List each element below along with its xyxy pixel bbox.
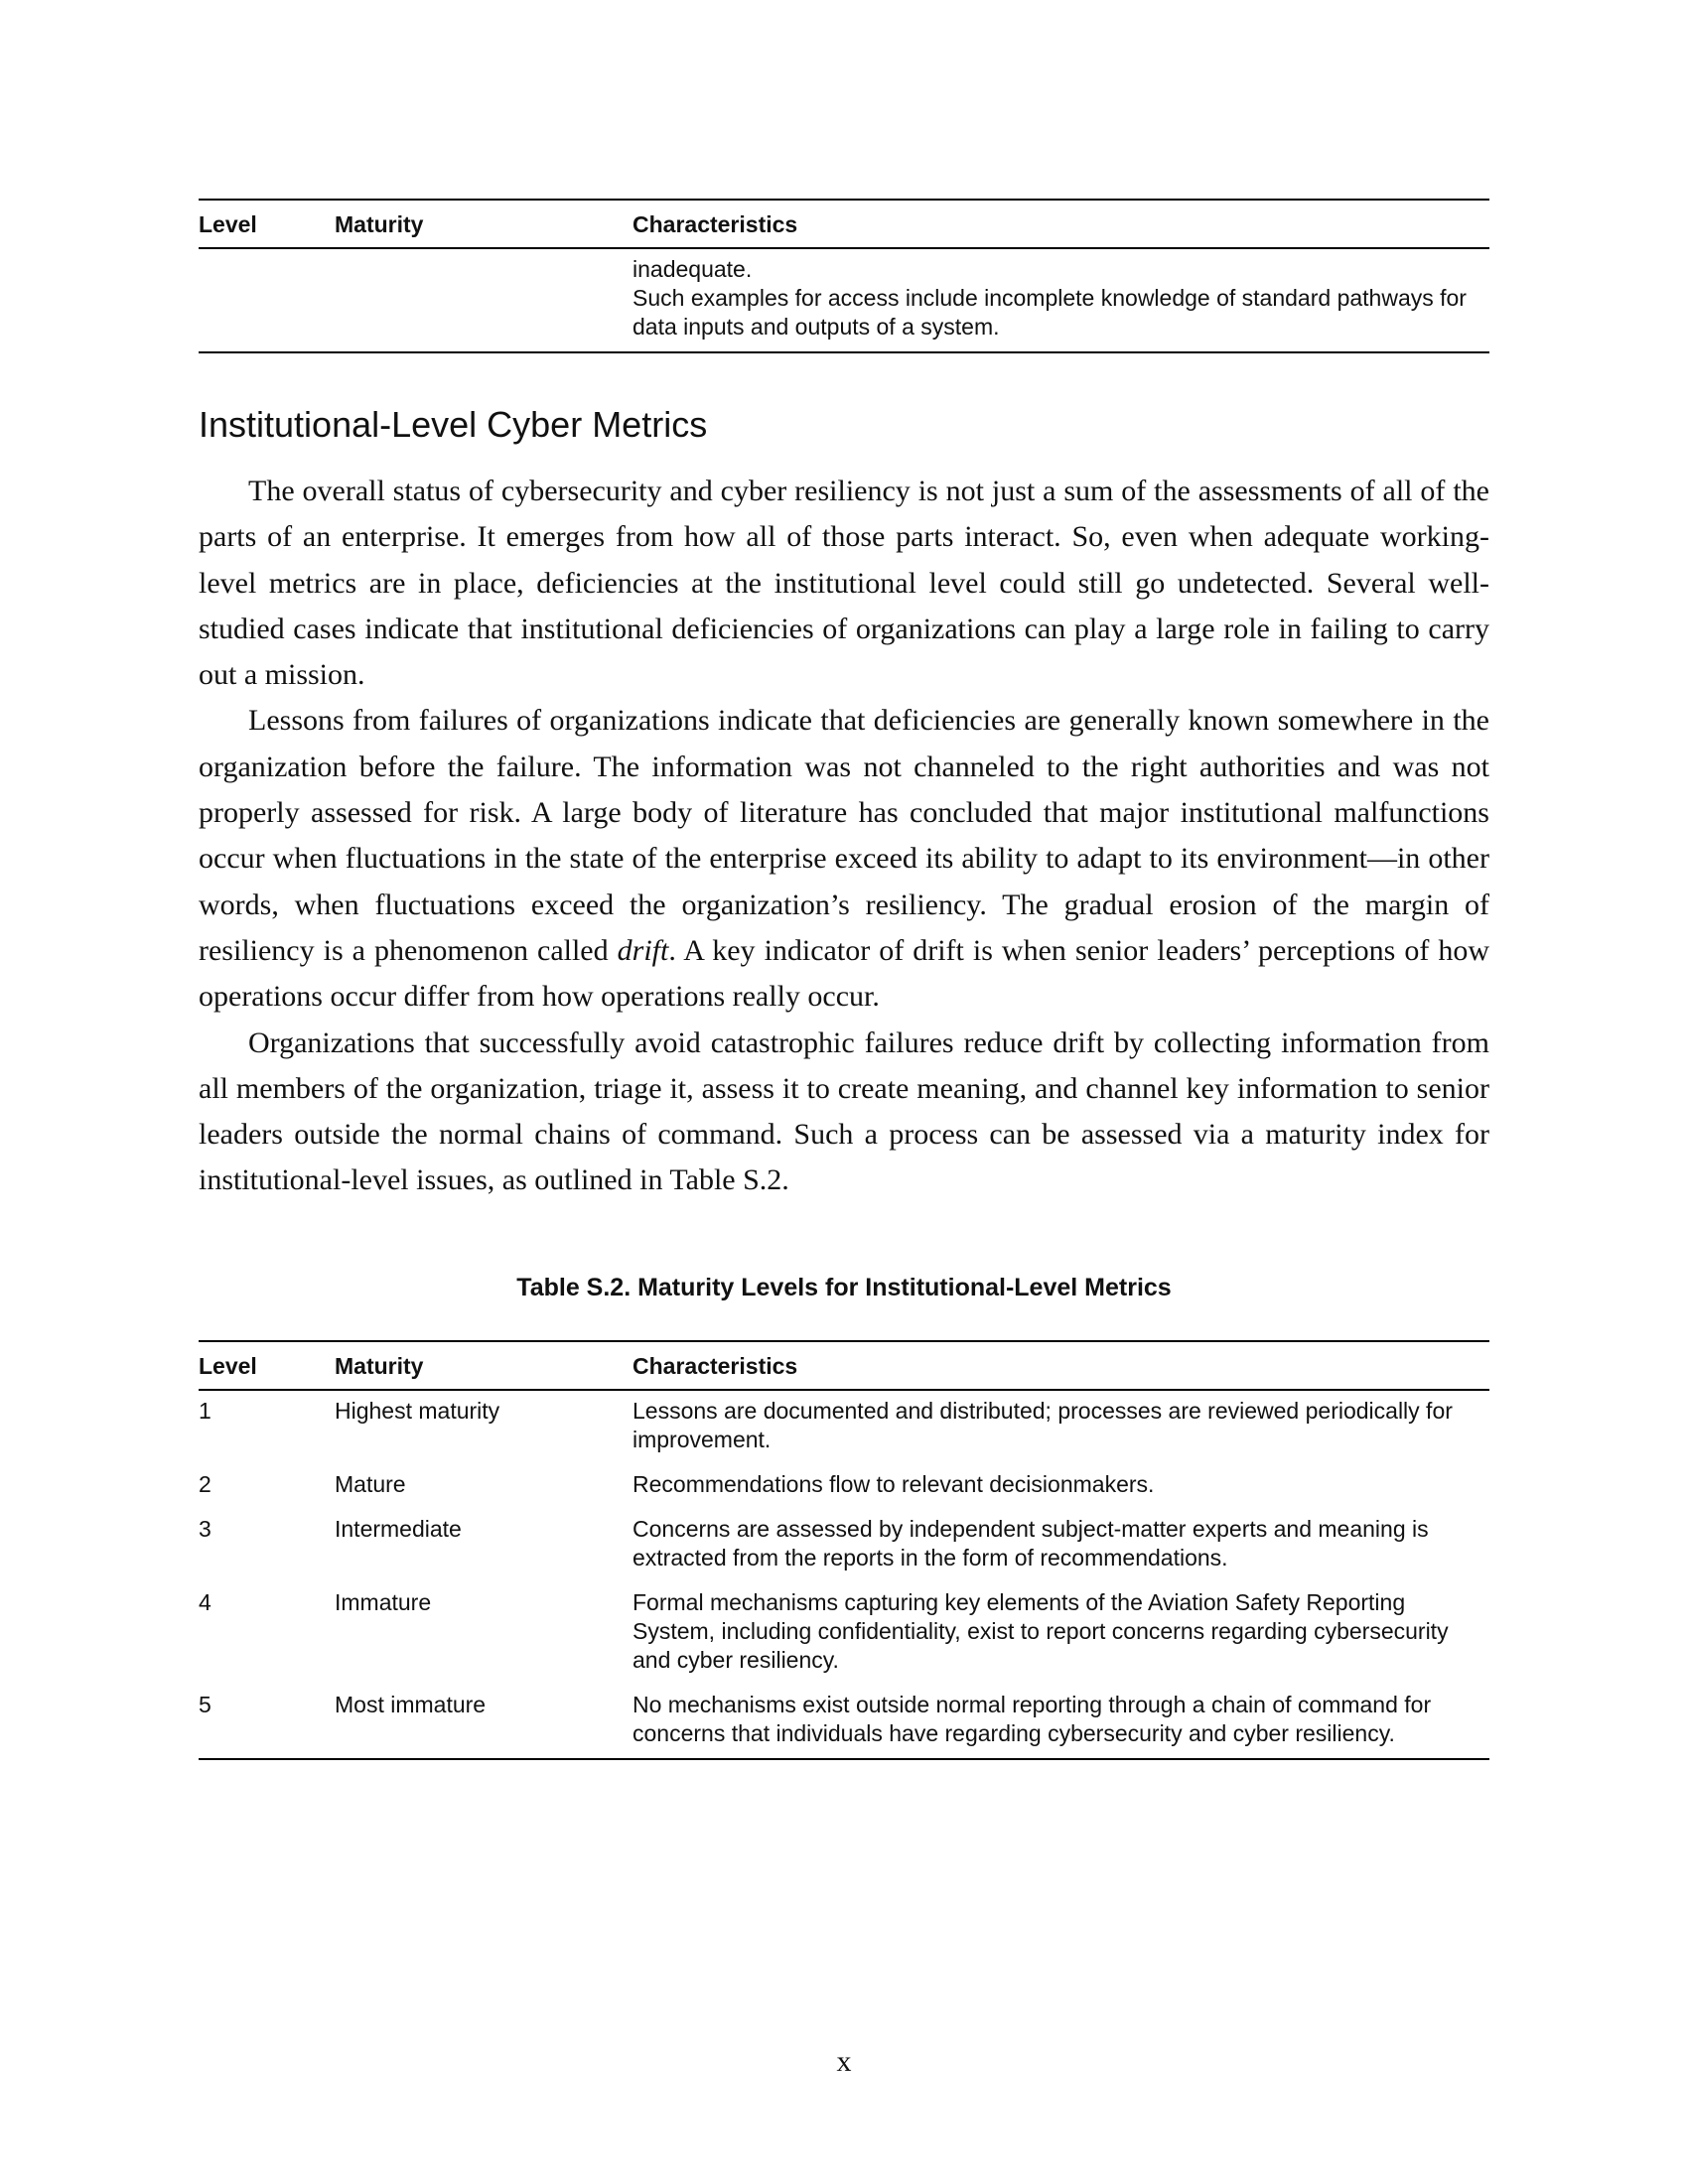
cell-characteristics	[633, 248, 1489, 352]
cell-characteristics: Recommendations flow to relevant decisionmakers.	[633, 1470, 1155, 1497]
table-row	[199, 1390, 1489, 1464]
cell-characteristics: Lessons are documented and distributed; processes are reviewed periodically for improvement.	[633, 1397, 1453, 1452]
header-level: Level	[199, 1341, 335, 1390]
cell-maturity	[335, 248, 633, 352]
cell-level	[199, 248, 335, 352]
cell-level: 2	[199, 1470, 211, 1497]
paragraph-2	[199, 698, 1489, 1020]
header-maturity: Maturity	[335, 1341, 633, 1390]
table-caption: Table S.2. Maturity Levels for Institutional-Level Metrics	[516, 1273, 1172, 1301]
cell-maturity: Most immature	[335, 1685, 633, 1759]
cell-level: 1	[199, 1397, 211, 1424]
drift-term: drift	[617, 933, 669, 967]
page-content	[199, 199, 1489, 1760]
cell-maturity: Immature	[335, 1588, 432, 1615]
cell-characteristics: Concerns are assessed by independent subject-matter experts and meaning is extracted from the reports in the form of recommendations.	[633, 1515, 1429, 1570]
cell-maturity: Intermediate	[335, 1515, 462, 1542]
paragraph-2-text-end: . A key indicator of drift is when senior leaders’ perceptions of how operations occur differ from how operations really occur.	[199, 933, 1489, 1014]
header-characteristics: Characteristics	[633, 200, 1489, 248]
paragraph-3: Organizations that successfully avoid catastrophic failures reduce drift by collecting information from all members of the organization, triage it, assess it to create meaning, and channel key information to senior leaders outside the normal chains of command. Such a process can be assessed via a maturity index for institutional-level issues, as outlined in Table S.2.	[199, 1025, 1489, 1197]
table-row	[199, 1582, 1489, 1685]
cell-maturity: Mature	[335, 1470, 406, 1497]
body-text	[199, 469, 1489, 1204]
cell-level: 4	[199, 1588, 211, 1615]
section-heading: Institutional-Level Cyber Metrics	[199, 404, 708, 445]
table-row	[199, 1464, 1489, 1509]
cell-maturity: Highest maturity	[335, 1397, 500, 1424]
paragraph-1: The overall status of cybersecurity and cyber resiliency is not just a sum of the assessments of all of the parts of an enterprise. It emerges from how all of those parts interact. So, even when adequate working-level metrics are in place, deficiencies at the institutional level could still go undetected. Several well-studied cases indicate that institutional deficiencies of organizations can play a large role in failing to carry out a mission.	[199, 475, 1489, 692]
table-row	[199, 1685, 1489, 1759]
table-row	[199, 248, 1489, 352]
cell-level: 5	[199, 1685, 335, 1759]
header-maturity: Maturity	[335, 200, 633, 248]
cell-level: 3	[199, 1515, 211, 1542]
page-number: x	[836, 2045, 852, 2078]
cell-characteristics: Formal mechanisms capturing key elements of the Aviation Safety Reporting System, including confidentiality, exist to report concerns regarding cybersecurity and cyber resiliency.	[633, 1588, 1449, 1673]
characteristics-line: inadequate.	[633, 256, 753, 282]
continued-table	[199, 199, 1489, 353]
header-characteristics: Characteristics	[633, 1341, 1489, 1390]
characteristics-line: Such examples for access include incomplete knowledge of standard pathways for data inputs and outputs of a system.	[633, 285, 1467, 340]
maturity-table	[199, 1340, 1489, 1760]
header-level: Level	[199, 200, 335, 248]
paragraph-2-text: Lessons from failures of organizations indicate that deficiencies are generally known somewhere in the organization before the failure. The information was not channeled to the right authorities and was not properly assessed for risk. A large body of literature has concluded that major institutional malfunctions occur when fluctuations in the state of the enterprise exceed its ability to adapt to its environment—in other words, when fluctuations exceed the organization’s resiliency. The gradual erosion of the margin of resiliency is a phenomenon called	[199, 704, 1489, 967]
cell-characteristics: No mechanisms exist outside normal reporting through a chain of command for concerns that individuals have regarding cybersecurity and cyber resiliency.	[633, 1685, 1489, 1759]
continued-table-header	[199, 200, 1489, 248]
table-row	[199, 1509, 1489, 1582]
maturity-table-header	[199, 1341, 1489, 1390]
